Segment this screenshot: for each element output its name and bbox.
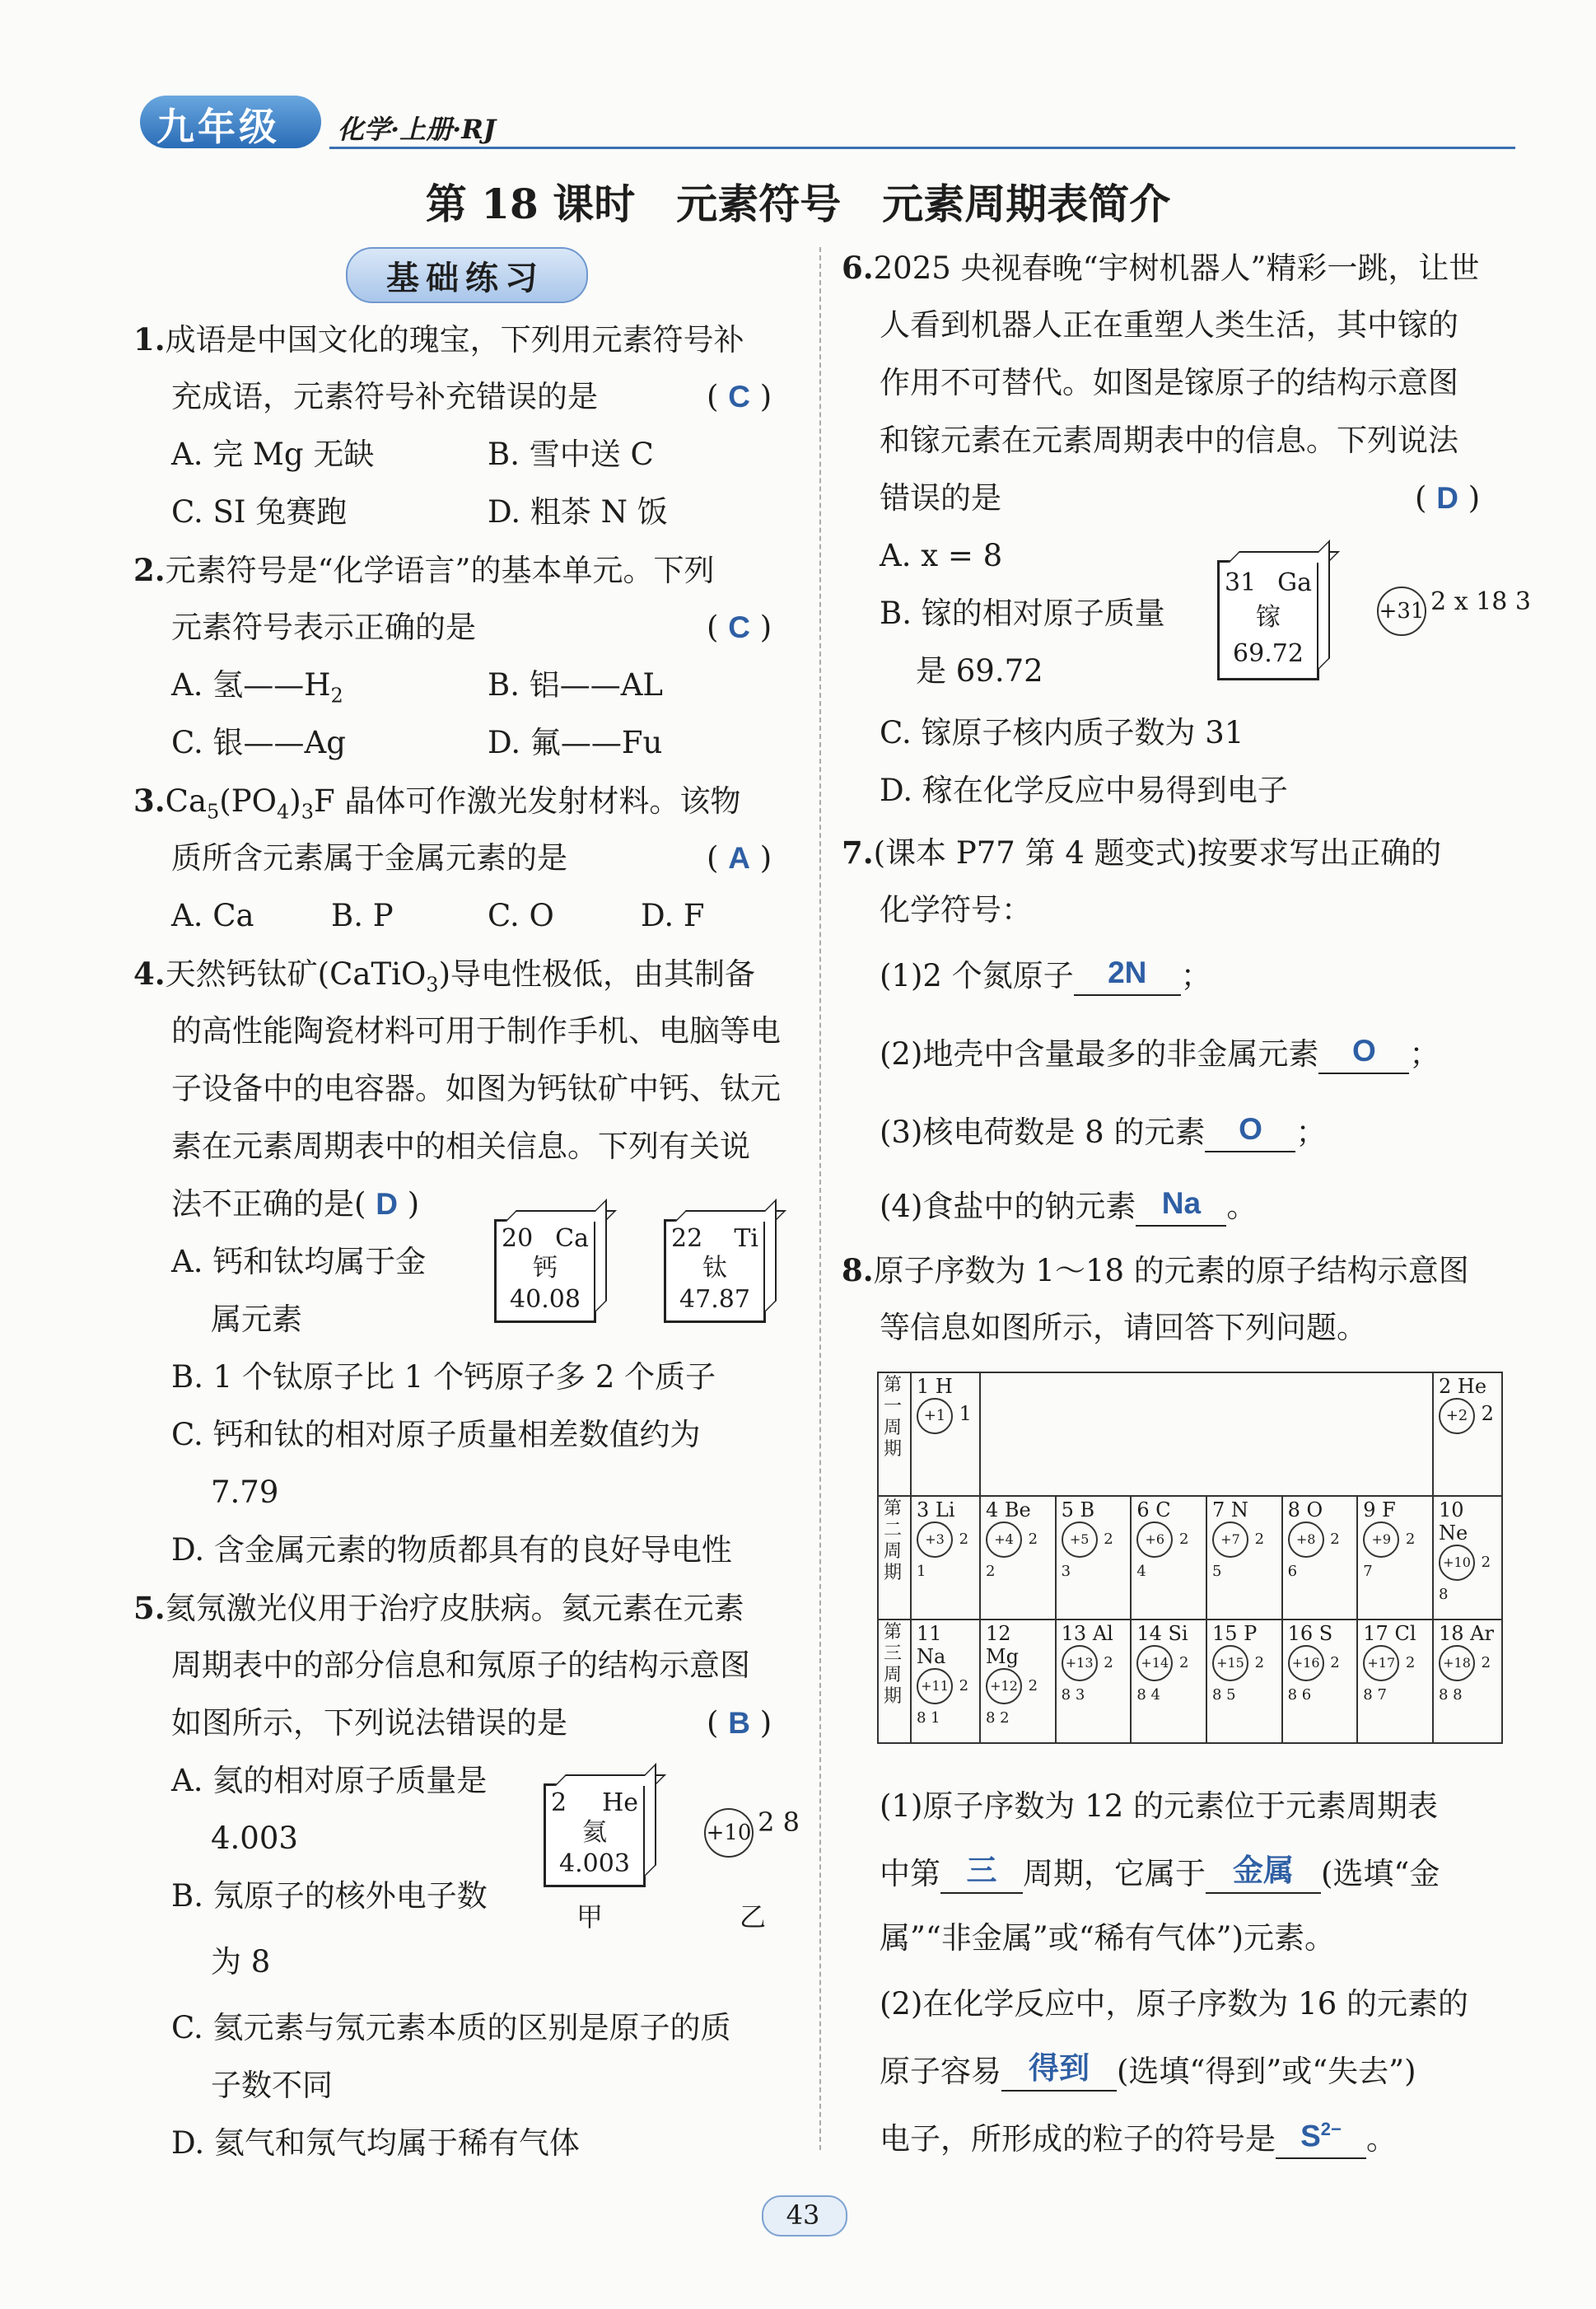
q3-sub-5: 5	[207, 800, 220, 824]
cell-shells: 2 4	[1136, 1531, 1189, 1580]
q1-line2: 充成语，元素符号补充错误的是	[171, 379, 598, 414]
q4-line2: 的高性能陶瓷材料可用于制作手机、电脑等电	[171, 1013, 781, 1049]
grade-label: 九年级	[156, 105, 280, 149]
section-title: 基础练习	[386, 259, 544, 297]
q8-line2: 等信息如图所示，请回答下列问题。	[880, 1310, 1367, 1345]
q6-option-b-cont: 是 69.72	[916, 653, 1043, 689]
ca-number: 20	[502, 1224, 534, 1253]
cell-nucleus: +14	[1136, 1645, 1173, 1681]
neon-atom-diagram	[704, 1808, 800, 1858]
header-rule	[329, 147, 1515, 149]
q3-sub-3: 3	[301, 800, 314, 824]
ga-number: 31	[1225, 568, 1257, 597]
q7-part1: (1)2 个氮原子	[880, 958, 1074, 993]
cell-he-nucleus: +2	[1439, 1398, 1475, 1434]
q4-line1b: )导电性极低，由其制备	[438, 956, 756, 992]
q8-answer-type: 金属	[1206, 1849, 1321, 1894]
he-symbol: He	[602, 1788, 638, 1817]
q6-line2: 人看到机器人正在重塑人类生活，其中镓的	[880, 307, 1458, 343]
q6-option-b: B. 镓的相对原子质量	[880, 596, 1165, 631]
q8-answer-gain: 得到	[1001, 2047, 1117, 2092]
cell-nucleus: +16	[1288, 1645, 1324, 1681]
cell-li	[911, 1496, 980, 1620]
q7-part2: (2)地壳中含量最多的非金属元素	[880, 1036, 1319, 1072]
q7-part4: (4)食盐中的钠元素	[880, 1189, 1136, 1224]
q3-option-b: B. P	[331, 898, 394, 933]
ne-nucleus: +10	[704, 1808, 754, 1858]
q4-option-b: B. 1 个钛原子比 1 个钙原子多 2 个质子	[171, 1359, 716, 1395]
q8-sub1-line1: (1)原子序数为 12 的元素位于元素周期表	[880, 1788, 1439, 1824]
q4-line3: 子设备中的电容器。如图为钙钛矿中钙、钛元	[171, 1071, 781, 1106]
q5-option-b-cont: 为 8	[211, 1944, 271, 1979]
ne-shells: 2 8	[758, 1807, 800, 1838]
cell-na	[911, 1620, 980, 1743]
q3-formula-po: (PO	[219, 783, 277, 819]
q4-option-c-cont: 7.79	[211, 1475, 279, 1510]
q8-sub1-line2b: 周期，它属于	[1023, 1856, 1206, 1891]
cell-h	[911, 1372, 980, 1496]
figure-label-jia: 甲	[576, 1901, 604, 1933]
q5-line1: 氦氖激光仪用于治疗皮肤病。氦元素在元素	[165, 1591, 744, 1626]
cell-label: 4 Be	[986, 1498, 1031, 1521]
cell-shells: 2 8 4	[1136, 1654, 1189, 1704]
cell-n	[1206, 1496, 1282, 1620]
q3-line2: 质所含元素属于金属元素的是	[171, 840, 567, 876]
cell-al	[1056, 1620, 1132, 1743]
page-number: 43	[786, 2199, 820, 2231]
q5-option-b: B. 氖原子的核外电子数	[171, 1878, 488, 1914]
cell-nucleus: +11	[917, 1668, 953, 1704]
q2-line2: 元素符号表示正确的是	[171, 610, 476, 645]
cell-nucleus: +18	[1439, 1645, 1475, 1681]
cell-shells: 2 1	[917, 1531, 969, 1580]
cell-o	[1282, 1496, 1358, 1620]
header	[132, 89, 1515, 155]
period-label-3: 第三周期	[878, 1620, 911, 1743]
q8-answer-ion: S	[1300, 2119, 1321, 2152]
cell-h-label: 1 H	[917, 1375, 953, 1398]
figure-label-yi: 乙	[740, 1901, 767, 1933]
q4-line4: 素在元素周期表中的相关信息。下列有关说	[171, 1129, 750, 1164]
q7-answer4: Na	[1136, 1182, 1226, 1227]
he-name: 氦	[582, 1818, 607, 1847]
q8-period-mark: 。	[1366, 2121, 1397, 2157]
cell-ar	[1433, 1620, 1502, 1743]
q5-option-a-cont: 4.003	[211, 1821, 298, 1856]
q8-number: 8.	[842, 1252, 874, 1288]
q4-option-a-cont: 属元素	[211, 1302, 302, 1337]
cell-shells: 2 8 8	[1439, 1654, 1491, 1704]
q6-option-a: A. x = 8	[880, 538, 1003, 573]
ga-shells: 2 x 18 3	[1430, 587, 1531, 616]
element-card-calcium	[494, 1219, 596, 1323]
q4-option-c: C. 钙和钛的相对原子质量相差数值约为	[171, 1417, 701, 1452]
cell-label: 8 O	[1287, 1498, 1323, 1521]
cell-cl	[1357, 1620, 1433, 1743]
q8-sub2-line1: (2)在化学反应中，原子序数为 16 的元素的	[880, 1986, 1469, 2022]
cell-nucleus: +9	[1363, 1521, 1399, 1558]
q4-option-d: D. 含金属元素的物质都具有的良好导电性	[171, 1532, 732, 1568]
cell-he-label: 2 He	[1439, 1375, 1487, 1398]
q1-number: 1.	[133, 321, 166, 358]
cell-h-nucleus: +1	[917, 1398, 953, 1434]
q2-line1: 元素符号是“化学语言”的基本单元。下列	[165, 553, 715, 588]
cell-label: 10 Ne	[1439, 1498, 1468, 1545]
cell-nucleus: +13	[1062, 1645, 1098, 1681]
q7-answer1: 2N	[1074, 951, 1181, 996]
element-card-titanium	[664, 1219, 766, 1323]
cell-label: 7 N	[1211, 1498, 1248, 1521]
cell-shells: 2 8 2	[986, 1677, 1038, 1727]
cell-shells: 2 7	[1363, 1531, 1416, 1580]
q7-line1: (课本 P77 第 4 题变式)按要求写出正确的	[873, 835, 1442, 871]
q4-option-a: A. 钙和钛均属于金	[171, 1244, 427, 1279]
q1-option-c: C. SI 兔赛跑	[171, 494, 348, 530]
ga-mass: 69.72	[1233, 639, 1304, 668]
q5-option-a: A. 氦的相对原子质量是	[171, 1763, 488, 1798]
q3-option-a: A. Ca	[171, 898, 254, 933]
cell-label: 15 P	[1211, 1622, 1258, 1645]
page-title: 第 18 课时 元素符号 元素周期表简介	[425, 180, 1171, 228]
cell-label: 9 F	[1363, 1498, 1396, 1521]
ga-nucleus: +31	[1377, 587, 1426, 636]
cell-shells: 2 8 7	[1363, 1654, 1416, 1704]
element-card-helium	[544, 1783, 646, 1887]
q7-line2: 化学符号：	[880, 892, 1032, 928]
cell-nucleus: +5	[1062, 1521, 1098, 1558]
q8-line1: 原子序数为 1～18 的元素的原子结构示意图	[873, 1253, 1469, 1288]
cell-b	[1056, 1496, 1132, 1620]
cell-c	[1131, 1496, 1206, 1620]
cell-nucleus: +6	[1136, 1521, 1173, 1558]
ti-mass: 47.87	[679, 1285, 750, 1314]
q8-answer-ion-charge: 2−	[1320, 2118, 1342, 2139]
cell-he	[1433, 1372, 1502, 1496]
cell-nucleus: +12	[986, 1668, 1022, 1704]
q2-answer: C	[728, 610, 750, 644]
q7-answer3: O	[1205, 1108, 1295, 1152]
q5-option-c: C. 氦元素与氖元素本质的区别是原子的质	[171, 2010, 731, 2045]
q3-option-c: C. O	[488, 898, 554, 933]
q4-answer: D	[376, 1187, 398, 1221]
cell-label: 13 Al	[1061, 1622, 1113, 1645]
element-card-gallium	[1217, 560, 1319, 680]
q8-answer-period: 三	[940, 1849, 1023, 1894]
q5-line3: 如图所示，下列说法错误的是	[171, 1705, 567, 1741]
ti-name: 钛	[702, 1254, 727, 1283]
cell-shells: 2 8 6	[1287, 1654, 1340, 1704]
periodic-table	[877, 1372, 1503, 1744]
cell-shells: 2 8 1	[917, 1677, 969, 1727]
q1-option-b: B. 雪中送 C	[488, 437, 654, 472]
q8-sub1-line3: 属”“非金属”或“稀有气体”)元素。	[880, 1920, 1336, 1956]
cell-shells: 2 2	[986, 1531, 1038, 1580]
q6-line4: 和镓元素在元素周期表中的信息。下列说法	[880, 423, 1458, 458]
q5-number: 5.	[133, 1590, 166, 1626]
q4-sub-3: 3	[426, 973, 439, 997]
cell-shells: 2 8 5	[1211, 1654, 1265, 1704]
ca-mass: 40.08	[510, 1285, 581, 1314]
cell-p	[1206, 1620, 1282, 1743]
cell-label: 12 Mg	[986, 1622, 1019, 1668]
q3-sub-4: 4	[276, 800, 290, 824]
q1-line1: 成语是中国文化的瑰宝，下列用元素符号补	[165, 322, 744, 358]
cell-label: 16 S	[1287, 1622, 1333, 1645]
q4-line1a: 天然钙钛矿(CaTiO	[165, 956, 427, 992]
q1-option-a: A. 完 Mg 无缺	[171, 437, 375, 472]
q8-sub1-line2a: 中第	[880, 1856, 940, 1891]
q2-option-d: D. 氟——Fu	[488, 725, 663, 760]
q1-option-d: D. 粗茶 N 饭	[488, 494, 668, 530]
cell-label: 14 Si	[1136, 1622, 1188, 1645]
gallium-atom-diagram	[1377, 587, 1531, 636]
q6-option-d: D. 稼在化学反应中易得到电子	[880, 773, 1288, 808]
q4-number: 4.	[133, 956, 166, 992]
cell-shells: 2 3	[1061, 1531, 1113, 1580]
cell-shells: 2 8	[1439, 1554, 1491, 1603]
q7-part3: (3)核电荷数是 8 的元素	[880, 1115, 1206, 1150]
period-label-1: 第一周期	[878, 1372, 911, 1496]
he-mass: 4.003	[559, 1849, 630, 1878]
ca-symbol: Ca	[555, 1224, 589, 1253]
cell-nucleus: +10	[1439, 1545, 1475, 1581]
q3-number: 3.	[133, 783, 166, 819]
period-label-2: 第二周期	[878, 1496, 911, 1620]
q2-option-c: C. 银——Ag	[171, 725, 346, 760]
q7-semicolon3: ；	[1295, 1115, 1327, 1150]
empty-span	[980, 1372, 1433, 1496]
column-divider	[819, 247, 821, 2150]
q2-option-a: A. 氢——H	[171, 667, 331, 703]
q6-line5: 错误的是	[880, 480, 1001, 516]
cell-be	[980, 1496, 1056, 1620]
cell-nucleus: +4	[986, 1521, 1022, 1558]
ga-name: 镓	[1256, 603, 1281, 632]
cell-nucleus: +8	[1288, 1521, 1324, 1558]
cell-shells: 2 5	[1211, 1531, 1265, 1580]
q3-formula-paren: )	[289, 783, 301, 819]
cell-h-shells: 1	[959, 1402, 972, 1425]
cell-mg	[980, 1620, 1056, 1743]
cell-si	[1131, 1620, 1206, 1743]
cell-nucleus: +17	[1363, 1645, 1399, 1681]
q3-formula-ca: Ca	[165, 783, 208, 819]
q7-number: 7.	[842, 834, 874, 871]
q8-sub1-line2c: (选填“金	[1321, 1856, 1440, 1891]
cell-ne	[1433, 1496, 1502, 1620]
q7-semicolon2: ；	[1409, 1036, 1440, 1072]
cell-shells: 2 8 3	[1061, 1654, 1113, 1704]
q8-sub2-line2a: 原子容易	[880, 2054, 1001, 2089]
q6-number: 6.	[842, 250, 874, 286]
ga-symbol: Ga	[1277, 568, 1312, 597]
cell-he-shells: 2	[1481, 1402, 1494, 1425]
cell-nucleus: +15	[1212, 1645, 1248, 1681]
q6-answer: D	[1436, 481, 1458, 515]
ti-number: 22	[671, 1224, 703, 1253]
q3-answer: A	[728, 841, 750, 875]
subject-label: 化学·上册·RJ	[338, 114, 497, 145]
cell-label: 6 C	[1136, 1498, 1171, 1521]
cell-shells: 2 6	[1287, 1531, 1340, 1580]
ti-symbol: Ti	[734, 1224, 758, 1253]
ca-name: 钙	[533, 1254, 558, 1283]
cell-label: 3 Li	[917, 1498, 955, 1521]
q8-sub2-line2b: (选填“得到”或“失去”)	[1117, 2054, 1416, 2089]
q5-answer: B	[728, 1706, 750, 1740]
q7-answer2: O	[1318, 1030, 1409, 1074]
q1-answer: C	[728, 380, 750, 414]
q5-line2: 周期表中的部分信息和氖原子的结构示意图	[171, 1648, 750, 1683]
q3-option-d: D. F	[641, 898, 705, 933]
q7-period: 。	[1226, 1189, 1258, 1224]
q6-option-c: C. 镓原子核内质子数为 31	[880, 715, 1244, 750]
q7-semicolon1: ；	[1180, 958, 1211, 993]
cell-nucleus: +7	[1212, 1521, 1248, 1558]
q6-line3: 作用不可替代。如图是镓原子的结构示意图	[880, 365, 1458, 400]
cell-f	[1357, 1496, 1433, 1620]
q5-option-c-cont: 子数不同	[211, 2068, 333, 2103]
cell-label: 11 Na	[917, 1622, 946, 1668]
cell-label: 18 Ar	[1439, 1622, 1494, 1645]
he-number: 2	[551, 1788, 567, 1817]
q6-line1: 2025 央视春晚“宇树机器人”精彩一跳，让世	[873, 250, 1480, 286]
q2-option-a-subscript: 2	[330, 684, 343, 708]
cell-s	[1282, 1620, 1358, 1743]
q4-line5: 法不正确的是	[171, 1186, 354, 1222]
q8-sub2-line3a: 电子，所形成的粒子的符号是	[880, 2121, 1276, 2157]
cell-label: 17 Cl	[1363, 1622, 1416, 1645]
cell-label: 5 B	[1061, 1498, 1095, 1521]
q2-number: 2.	[133, 552, 166, 588]
q2-option-b: B. 铝——AL	[488, 667, 664, 703]
q5-option-d: D. 氦气和氖气均属于稀有气体	[171, 2125, 580, 2161]
cell-nucleus: +3	[917, 1521, 953, 1558]
q3-line1-rest: F 晶体可作激光发射材料。该物	[313, 783, 741, 819]
